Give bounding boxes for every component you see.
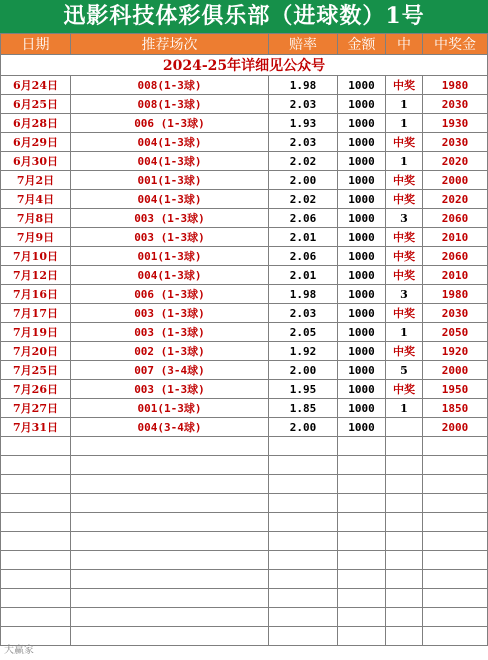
cell-date: 7月2日 [1, 171, 71, 190]
empty-cell [338, 551, 386, 570]
cell-hit: 中奖 [386, 247, 423, 266]
table-row [1, 133, 488, 152]
cell-hit: 中奖 [386, 76, 423, 95]
empty-row [1, 475, 488, 494]
empty-cell [386, 437, 423, 456]
cell-hit: 1 [386, 114, 423, 133]
cell-payout: 2020 [423, 190, 488, 209]
empty-cell [71, 532, 269, 551]
table-row [1, 209, 488, 228]
cell-pick: 003 (1-3球) [71, 304, 269, 323]
cell-date: 7月31日 [1, 418, 71, 437]
cell-odds: 2.02 [269, 190, 338, 209]
empty-cell [269, 475, 338, 494]
cell-odds: 1.95 [269, 380, 338, 399]
cell-stake: 1000 [338, 209, 386, 228]
cell-payout: 2030 [423, 133, 488, 152]
cell-hit [386, 418, 423, 437]
cell-odds: 2.02 [269, 152, 338, 171]
cell-stake: 1000 [338, 418, 386, 437]
cell-stake: 1000 [338, 95, 386, 114]
empty-cell [423, 494, 488, 513]
column-header-stake: 金额 [338, 34, 386, 55]
cell-date: 7月17日 [1, 304, 71, 323]
column-header-pick: 推荐场次 [71, 34, 269, 55]
cell-date: 7月19日 [1, 323, 71, 342]
cell-date: 6月25日 [1, 95, 71, 114]
cell-payout: 1930 [423, 114, 488, 133]
cell-odds: 2.00 [269, 171, 338, 190]
subtitle-text: 2024-25年详细见公众号 [1, 55, 488, 76]
empty-row [1, 532, 488, 551]
subtitle-row [1, 55, 488, 76]
cell-date: 7月26日 [1, 380, 71, 399]
cell-stake: 1000 [338, 285, 386, 304]
watermark-text: 大赢家 [4, 645, 34, 656]
cell-hit: 中奖 [386, 304, 423, 323]
empty-cell [269, 532, 338, 551]
cell-date: 7月8日 [1, 209, 71, 228]
cell-stake: 1000 [338, 266, 386, 285]
empty-cell [386, 589, 423, 608]
empty-cell [269, 589, 338, 608]
cell-payout: 2030 [423, 304, 488, 323]
empty-cell [386, 456, 423, 475]
empty-cell [71, 494, 269, 513]
empty-cell [71, 475, 269, 494]
empty-cell [386, 532, 423, 551]
cell-odds: 2.00 [269, 361, 338, 380]
column-header-hit: 中 [386, 34, 423, 55]
cell-stake: 1000 [338, 152, 386, 171]
cell-hit: 中奖 [386, 228, 423, 247]
cell-pick: 004(1-3球) [71, 152, 269, 171]
empty-cell [71, 437, 269, 456]
empty-row [1, 456, 488, 475]
empty-cell [1, 589, 71, 608]
empty-cell [1, 551, 71, 570]
empty-cell [338, 456, 386, 475]
table-row [1, 171, 488, 190]
table-row [1, 190, 488, 209]
cell-stake: 1000 [338, 133, 386, 152]
cell-pick: 004(1-3球) [71, 133, 269, 152]
cell-odds: 1.98 [269, 76, 338, 95]
cell-date: 6月28日 [1, 114, 71, 133]
cell-pick: 001(1-3球) [71, 171, 269, 190]
cell-payout: 1950 [423, 380, 488, 399]
cell-hit: 3 [386, 209, 423, 228]
cell-hit: 中奖 [386, 342, 423, 361]
empty-cell [338, 627, 386, 646]
empty-cell [338, 532, 386, 551]
empty-cell [423, 513, 488, 532]
cell-date: 7月12日 [1, 266, 71, 285]
cell-odds: 2.03 [269, 95, 338, 114]
empty-cell [338, 608, 386, 627]
empty-cell [71, 570, 269, 589]
empty-cell [423, 475, 488, 494]
empty-cell [386, 570, 423, 589]
table-row [1, 323, 488, 342]
empty-row [1, 494, 488, 513]
table-row [1, 247, 488, 266]
cell-odds: 1.85 [269, 399, 338, 418]
empty-cell [1, 513, 71, 532]
empty-cell [269, 456, 338, 475]
cell-odds: 2.06 [269, 247, 338, 266]
cell-pick: 008(1-3球) [71, 76, 269, 95]
empty-cell [338, 437, 386, 456]
empty-cell [423, 589, 488, 608]
column-header-date: 日期 [1, 34, 71, 55]
header-row [1, 34, 488, 55]
empty-cell [338, 570, 386, 589]
table-row [1, 266, 488, 285]
cell-hit: 1 [386, 323, 423, 342]
table-row [1, 152, 488, 171]
cell-stake: 1000 [338, 247, 386, 266]
empty-row [1, 513, 488, 532]
cell-date: 7月10日 [1, 247, 71, 266]
empty-row [1, 627, 488, 646]
cell-stake: 1000 [338, 114, 386, 133]
cell-pick: 003 (1-3球) [71, 228, 269, 247]
cell-pick: 003 (1-3球) [71, 323, 269, 342]
empty-cell [1, 437, 71, 456]
cell-pick: 003 (1-3球) [71, 380, 269, 399]
cell-odds: 2.06 [269, 209, 338, 228]
cell-payout: 2000 [423, 418, 488, 437]
empty-cell [269, 627, 338, 646]
cell-payout: 2010 [423, 228, 488, 247]
cell-pick: 004(3-4球) [71, 418, 269, 437]
cell-date: 7月4日 [1, 190, 71, 209]
cell-payout: 1920 [423, 342, 488, 361]
empty-cell [423, 608, 488, 627]
table-row [1, 418, 488, 437]
cell-hit: 中奖 [386, 266, 423, 285]
cell-stake: 1000 [338, 323, 386, 342]
cell-payout: 2020 [423, 152, 488, 171]
empty-cell [423, 570, 488, 589]
cell-date: 7月25日 [1, 361, 71, 380]
empty-row [1, 551, 488, 570]
cell-payout: 2060 [423, 247, 488, 266]
cell-stake: 1000 [338, 228, 386, 247]
empty-row [1, 589, 488, 608]
empty-row [1, 608, 488, 627]
empty-cell [386, 551, 423, 570]
cell-pick: 004(1-3球) [71, 266, 269, 285]
cell-date: 7月27日 [1, 399, 71, 418]
cell-hit: 1 [386, 152, 423, 171]
cell-hit: 3 [386, 285, 423, 304]
cell-payout: 2050 [423, 323, 488, 342]
empty-cell [1, 475, 71, 494]
empty-cell [71, 513, 269, 532]
empty-cell [386, 494, 423, 513]
column-header-payout: 中奖金 [423, 34, 488, 55]
cell-odds: 2.05 [269, 323, 338, 342]
empty-cell [1, 570, 71, 589]
empty-cell [338, 513, 386, 532]
results-table [0, 33, 488, 646]
empty-row [1, 570, 488, 589]
empty-cell [386, 608, 423, 627]
cell-stake: 1000 [338, 171, 386, 190]
cell-stake: 1000 [338, 76, 386, 95]
empty-cell [338, 589, 386, 608]
empty-cell [269, 570, 338, 589]
cell-hit: 1 [386, 95, 423, 114]
cell-date: 7月16日 [1, 285, 71, 304]
column-header-odds: 赔率 [269, 34, 338, 55]
table-row [1, 228, 488, 247]
cell-stake: 1000 [338, 380, 386, 399]
cell-odds: 2.01 [269, 266, 338, 285]
table-row [1, 380, 488, 399]
cell-payout: 1850 [423, 399, 488, 418]
cell-odds: 2.01 [269, 228, 338, 247]
empty-cell [1, 456, 71, 475]
cell-pick: 002 (1-3球) [71, 342, 269, 361]
cell-payout: 2000 [423, 171, 488, 190]
empty-cell [423, 532, 488, 551]
table-row [1, 95, 488, 114]
cell-stake: 1000 [338, 304, 386, 323]
table-row [1, 76, 488, 95]
cell-hit: 1 [386, 399, 423, 418]
empty-cell [423, 627, 488, 646]
cell-odds: 2.03 [269, 133, 338, 152]
cell-stake: 1000 [338, 399, 386, 418]
empty-cell [1, 608, 71, 627]
cell-hit: 中奖 [386, 171, 423, 190]
table-row [1, 304, 488, 323]
cell-pick: 004(1-3球) [71, 190, 269, 209]
cell-payout: 2060 [423, 209, 488, 228]
empty-cell [269, 608, 338, 627]
table-row [1, 114, 488, 133]
empty-cell [269, 513, 338, 532]
empty-row [1, 437, 488, 456]
table-row [1, 399, 488, 418]
cell-payout: 2010 [423, 266, 488, 285]
table-row [1, 285, 488, 304]
cell-payout: 2000 [423, 361, 488, 380]
empty-cell [1, 532, 71, 551]
empty-cell [269, 551, 338, 570]
cell-pick: 001(1-3球) [71, 399, 269, 418]
empty-cell [71, 551, 269, 570]
sheet-title: 迅影科技体彩俱乐部（进球数）1号 [0, 0, 488, 33]
table-row [1, 361, 488, 380]
table-row [1, 342, 488, 361]
empty-cell [269, 437, 338, 456]
cell-stake: 1000 [338, 190, 386, 209]
cell-payout: 2030 [423, 95, 488, 114]
cell-date: 7月9日 [1, 228, 71, 247]
cell-date: 7月20日 [1, 342, 71, 361]
cell-pick: 003 (1-3球) [71, 209, 269, 228]
cell-hit: 5 [386, 361, 423, 380]
cell-date: 6月29日 [1, 133, 71, 152]
cell-pick: 006 (1-3球) [71, 285, 269, 304]
empty-cell [71, 608, 269, 627]
cell-pick: 001(1-3球) [71, 247, 269, 266]
cell-odds: 1.92 [269, 342, 338, 361]
cell-odds: 1.93 [269, 114, 338, 133]
cell-pick: 007 (3-4球) [71, 361, 269, 380]
cell-payout: 1980 [423, 76, 488, 95]
cell-payout: 1980 [423, 285, 488, 304]
empty-cell [269, 494, 338, 513]
cell-stake: 1000 [338, 342, 386, 361]
cell-odds: 1.98 [269, 285, 338, 304]
empty-cell [386, 475, 423, 494]
empty-cell [71, 627, 269, 646]
cell-stake: 1000 [338, 361, 386, 380]
empty-cell [423, 437, 488, 456]
empty-cell [338, 494, 386, 513]
empty-cell [1, 494, 71, 513]
cell-pick: 008(1-3球) [71, 95, 269, 114]
empty-cell [71, 589, 269, 608]
empty-cell [71, 456, 269, 475]
cell-hit: 中奖 [386, 190, 423, 209]
empty-cell [423, 456, 488, 475]
cell-date: 6月30日 [1, 152, 71, 171]
empty-cell [338, 475, 386, 494]
empty-cell [386, 513, 423, 532]
cell-date: 6月24日 [1, 76, 71, 95]
cell-hit: 中奖 [386, 133, 423, 152]
empty-cell [423, 551, 488, 570]
cell-pick: 006 (1-3球) [71, 114, 269, 133]
cell-hit: 中奖 [386, 380, 423, 399]
cell-odds: 2.00 [269, 418, 338, 437]
cell-odds: 2.03 [269, 304, 338, 323]
empty-cell [386, 627, 423, 646]
